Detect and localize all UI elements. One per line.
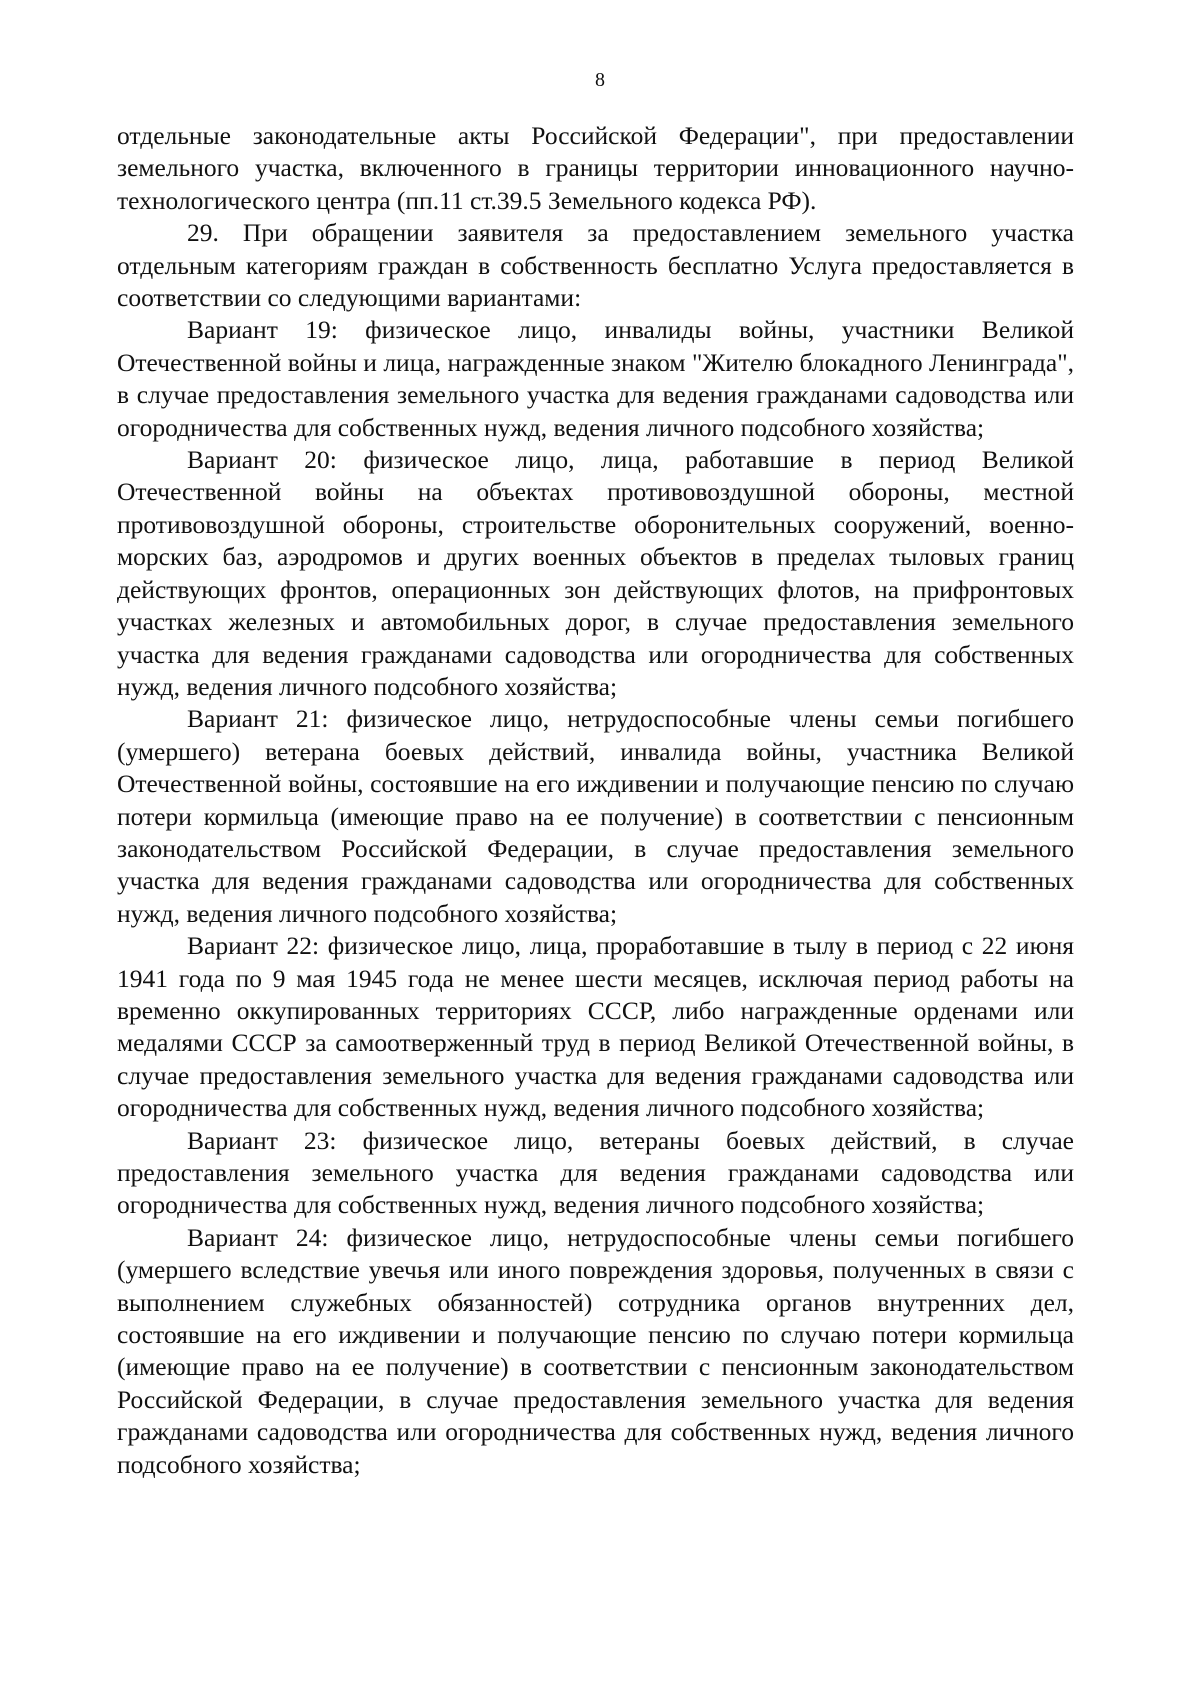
- paragraph-variant-22: Вариант 22: физическое лицо, лица, проработавшие в тылу в период с 22 июня 1941 года по 9 мая 1945 года не менее шести месяцев, исключая период работы на временно оккупированных территориях СССР, либо награжденные орденами или медалями СССР за самоотверженный труд в период Великой Отечественной войны, в случае предоставления земельного участка для ведения гражданами садоводства или огородничества для собственных нужд, ведения личного подсобного хозяйства;: [117, 931, 1074, 1123]
- paragraph-item-29: 29. При обращении заявителя за предоставлением земельного участка отдельным категориям граждан в собственность бесплатно Услуга предоставляется в соответствии со следующими вариантами:: [117, 218, 1074, 313]
- paragraph-variant-21: Вариант 21: физическое лицо, нетрудоспособные члены семьи погибшего (умершего) ветерана боевых действий, инвалида войны, участника Великой Отечественной войны, состоявшие на его иждивении и получающие пенсию по случаю потери кормильца (имеющие право на ее получение) в соответствии с пенсионным законодательством Российской Федерации, в случае предоставления земельного участка для ведения гражданами садоводства или огородничества для собственных нужд, ведения личного подсобного хозяйства;: [117, 704, 1074, 928]
- paragraph-variant-19: Вариант 19: физическое лицо, инвалиды войны, участники Великой Отечественной войны и лица, награжденные знаком "Жителю блокадного Ленинграда", в случае предоставления земельного участка для ведения гражданами садоводства или огородничества для собственных нужд, ведения личного подсобного хозяйства;: [117, 315, 1074, 442]
- page-number: 8: [595, 69, 605, 91]
- paragraph-variant-20: Вариант 20: физическое лицо, лица, работавшие в период Великой Отечественной войны на объектах противовоздушной обороны, местной противовоздушной обороны, строительстве оборонительных сооружений, военно-морских баз, аэродромов и других военных объектов в пределах тыловых границ действующих фронтов, операционных зон действующих флотов, на прифронтовых участках железных и автомобильных дорог, в случае предоставления земельного участка для ведения гражданами садоводства или огородничества для собственных нужд, ведения личного подсобного хозяйства;: [117, 445, 1074, 701]
- document-body: [117, 120, 1074, 1481]
- paragraph-variant-24: Вариант 24: физическое лицо, нетрудоспособные члены семьи погибшего (умершего вследствие увечья или иного повреждения здоровья, полученных в связи с выполнением служебных обязанностей) сотрудника органов внутренних дел, состоявшие на его иждивении и получающие пенсию по случаю потери кормильца (имеющие право на ее получение) в соответствии с пенсионным законодательством Российской Федерации, в случае предоставления земельного участка для ведения гражданами садоводства или огородничества для собственных нужд, ведения личного подсобного хозяйства;: [117, 1222, 1074, 1479]
- paragraph-variant-23: Вариант 23: физическое лицо, ветераны боевых действий, в случае предоставления земельного участка для ведения гражданами садоводства или огородничества для собственных нужд, ведения личного подсобного хозяйства;: [117, 1125, 1074, 1220]
- paragraph-continuation: отдельные законодательные акты Российской Федерации", при предоставлении земельного участка, включенного в границы территории инновационного научно-технологического центра (пп.11 ст.39.5 Земельного кодекса РФ).: [117, 121, 1074, 215]
